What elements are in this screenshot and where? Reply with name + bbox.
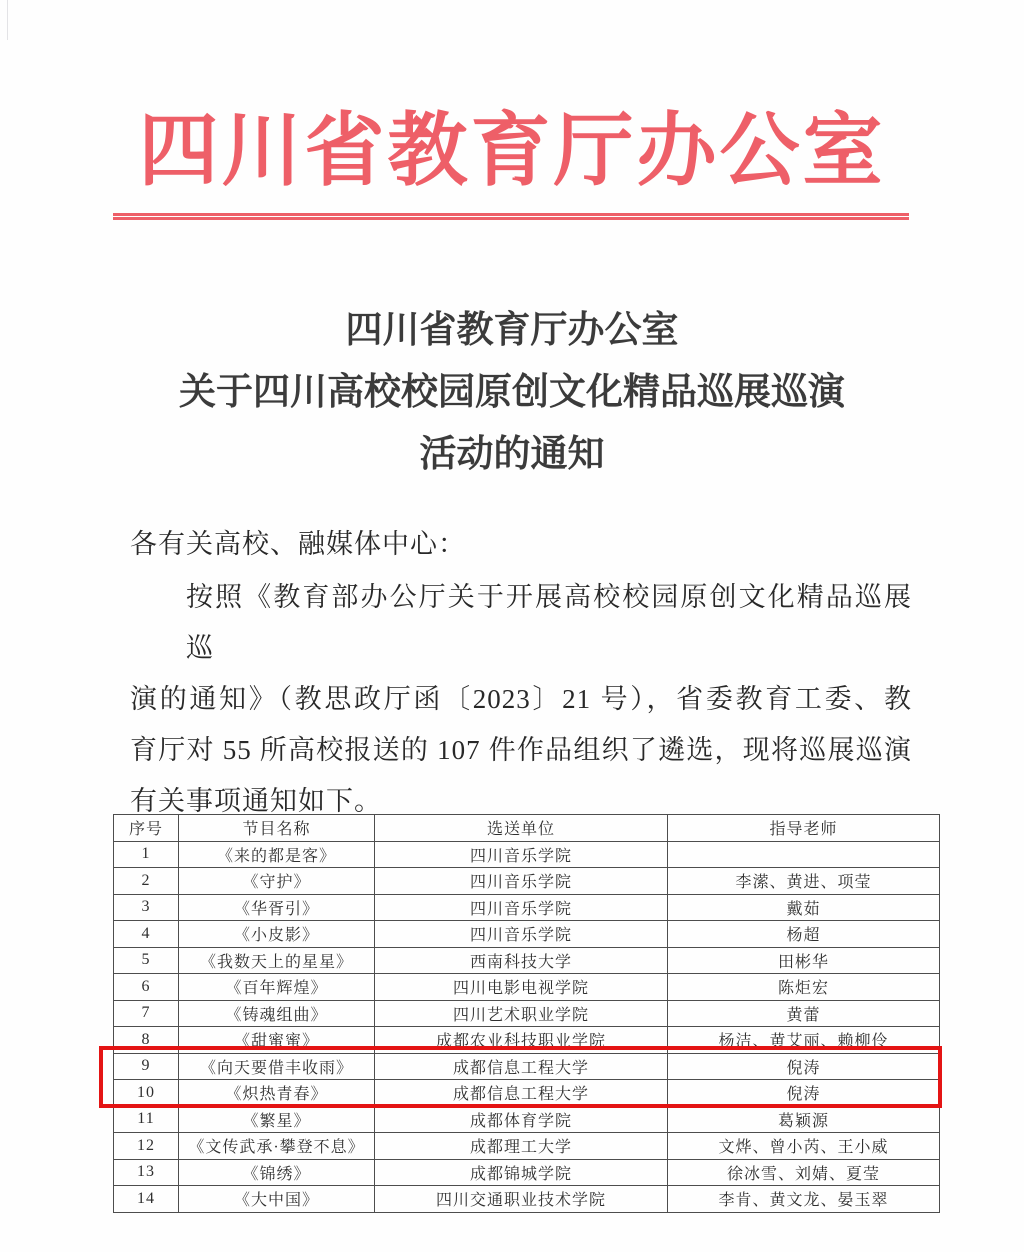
table-cell: 《华胥引》 (179, 894, 375, 921)
table-cell: 四川艺术职业学院 (375, 1000, 668, 1027)
body-paragraph (130, 572, 912, 827)
table-cell: 12 (114, 1133, 179, 1160)
table-cell: 黄蕾 (668, 1000, 940, 1027)
table-cell (668, 841, 940, 868)
table-cell: 文烨、曾小芮、王小威 (668, 1133, 940, 1160)
table-cell: 成都理工大学 (375, 1133, 668, 1160)
table-cell: 10 (114, 1080, 179, 1107)
table-row (114, 1080, 940, 1107)
table-cell: 《大中国》 (179, 1186, 375, 1213)
table-cell: 成都农业科技职业学院 (375, 1027, 668, 1054)
table-cell: 《小皮影》 (179, 921, 375, 948)
table-cell: 成都信息工程大学 (375, 1080, 668, 1107)
col-header-index: 序号 (114, 815, 179, 842)
document-title-line-3: 活动的通知 (419, 434, 605, 475)
table-cell: 4 (114, 921, 179, 948)
table-cell: 四川音乐学院 (375, 921, 668, 948)
table-cell: 14 (114, 1186, 179, 1213)
letterhead-title: 四川省教育厅办公室 (138, 108, 886, 196)
table-cell: 3 (114, 894, 179, 921)
table-cell: 《繁星》 (179, 1106, 375, 1133)
letterhead-divider (113, 213, 909, 221)
table-cell: 倪涛 (668, 1053, 940, 1080)
col-header-program: 节目名称 (179, 815, 375, 842)
table-cell: 《文传武承·攀登不息》 (179, 1133, 375, 1160)
table-cell: 《我数天上的星星》 (179, 947, 375, 974)
document-title-line-1: 四川省教育厅办公室 (345, 310, 679, 351)
table-cell: 《向天要借丰收雨》 (179, 1053, 375, 1080)
body-line: 演的通知》（教思政厅函〔2023〕21 号），省委教育工委、教 (130, 684, 912, 714)
program-table-body (114, 841, 940, 1212)
table-cell: 成都信息工程大学 (375, 1053, 668, 1080)
table-cell: 戴茹 (668, 894, 940, 921)
table-row (114, 1027, 940, 1054)
table-cell: 四川音乐学院 (375, 868, 668, 895)
table-cell: 《百年辉煌》 (179, 974, 375, 1001)
table-cell: 四川交通职业技术学院 (375, 1186, 668, 1213)
table-cell: 《甜蜜蜜》 (179, 1027, 375, 1054)
body-line: 有关事项通知如下。 (130, 786, 382, 816)
salutation: 各有关高校、融媒体中心： (130, 529, 466, 559)
table-row (114, 1133, 940, 1160)
table-cell: 成都体育学院 (375, 1106, 668, 1133)
table-cell: 陈炬宏 (668, 974, 940, 1001)
table-cell: 8 (114, 1027, 179, 1054)
table-cell: 《铸魂组曲》 (179, 1000, 375, 1027)
table-cell: 11 (114, 1106, 179, 1133)
document-title (0, 300, 1024, 486)
table-cell: 李肯、黄文龙、晏玉翠 (668, 1186, 940, 1213)
table-cell: 9 (114, 1053, 179, 1080)
table-row (114, 1106, 940, 1133)
scan-edge-artifact (7, 0, 8, 40)
table-cell: 13 (114, 1159, 179, 1186)
table-cell: 西南科技大学 (375, 947, 668, 974)
table-cell: 四川电影电视学院 (375, 974, 668, 1001)
table-row (114, 921, 940, 948)
table-row (114, 1000, 940, 1027)
table-cell: 徐冰雪、刘婧、夏莹 (668, 1159, 940, 1186)
table-cell: 1 (114, 841, 179, 868)
table-cell: 葛颖源 (668, 1106, 940, 1133)
table-cell: 《炽热青春》 (179, 1080, 375, 1107)
table-cell: 四川音乐学院 (375, 894, 668, 921)
table-cell: 《守护》 (179, 868, 375, 895)
body-line: 育厅对 55 所高校报送的 107 件作品组织了遴选，现将巡展巡演 (130, 735, 912, 765)
table-row (114, 947, 940, 974)
table-header-row (114, 815, 940, 842)
document-title-line-2: 关于四川高校校园原创文化精品巡展巡演 (179, 372, 845, 413)
table-cell: 四川音乐学院 (375, 841, 668, 868)
divider-bar-bottom (113, 217, 909, 220)
col-header-unit: 选送单位 (375, 815, 668, 842)
table-cell: 李潆、黄进、项莹 (668, 868, 940, 895)
table-row (114, 868, 940, 895)
table-cell: 2 (114, 868, 179, 895)
table-cell: 6 (114, 974, 179, 1001)
table-cell: 《来的都是客》 (179, 841, 375, 868)
table-cell: 成都锦城学院 (375, 1159, 668, 1186)
col-header-advisor: 指导老师 (668, 815, 940, 842)
table-row (114, 974, 940, 1001)
table-cell: 田彬华 (668, 947, 940, 974)
table-row (114, 841, 940, 868)
table-cell: 倪涛 (668, 1080, 940, 1107)
program-table-wrap (113, 814, 940, 1213)
table-cell: 杨洁、黄艾丽、赖柳伶 (668, 1027, 940, 1054)
table-row (114, 1186, 940, 1213)
program-table (113, 814, 940, 1213)
table-row (114, 1053, 940, 1080)
table-row (114, 1159, 940, 1186)
table-row (114, 894, 940, 921)
table-cell: 杨超 (668, 921, 940, 948)
table-cell: 《锦绣》 (179, 1159, 375, 1186)
table-cell: 7 (114, 1000, 179, 1027)
body-line: 按照《教育部办公厅关于开展高校校园原创文化精品巡展巡 (186, 582, 912, 663)
table-cell: 5 (114, 947, 179, 974)
